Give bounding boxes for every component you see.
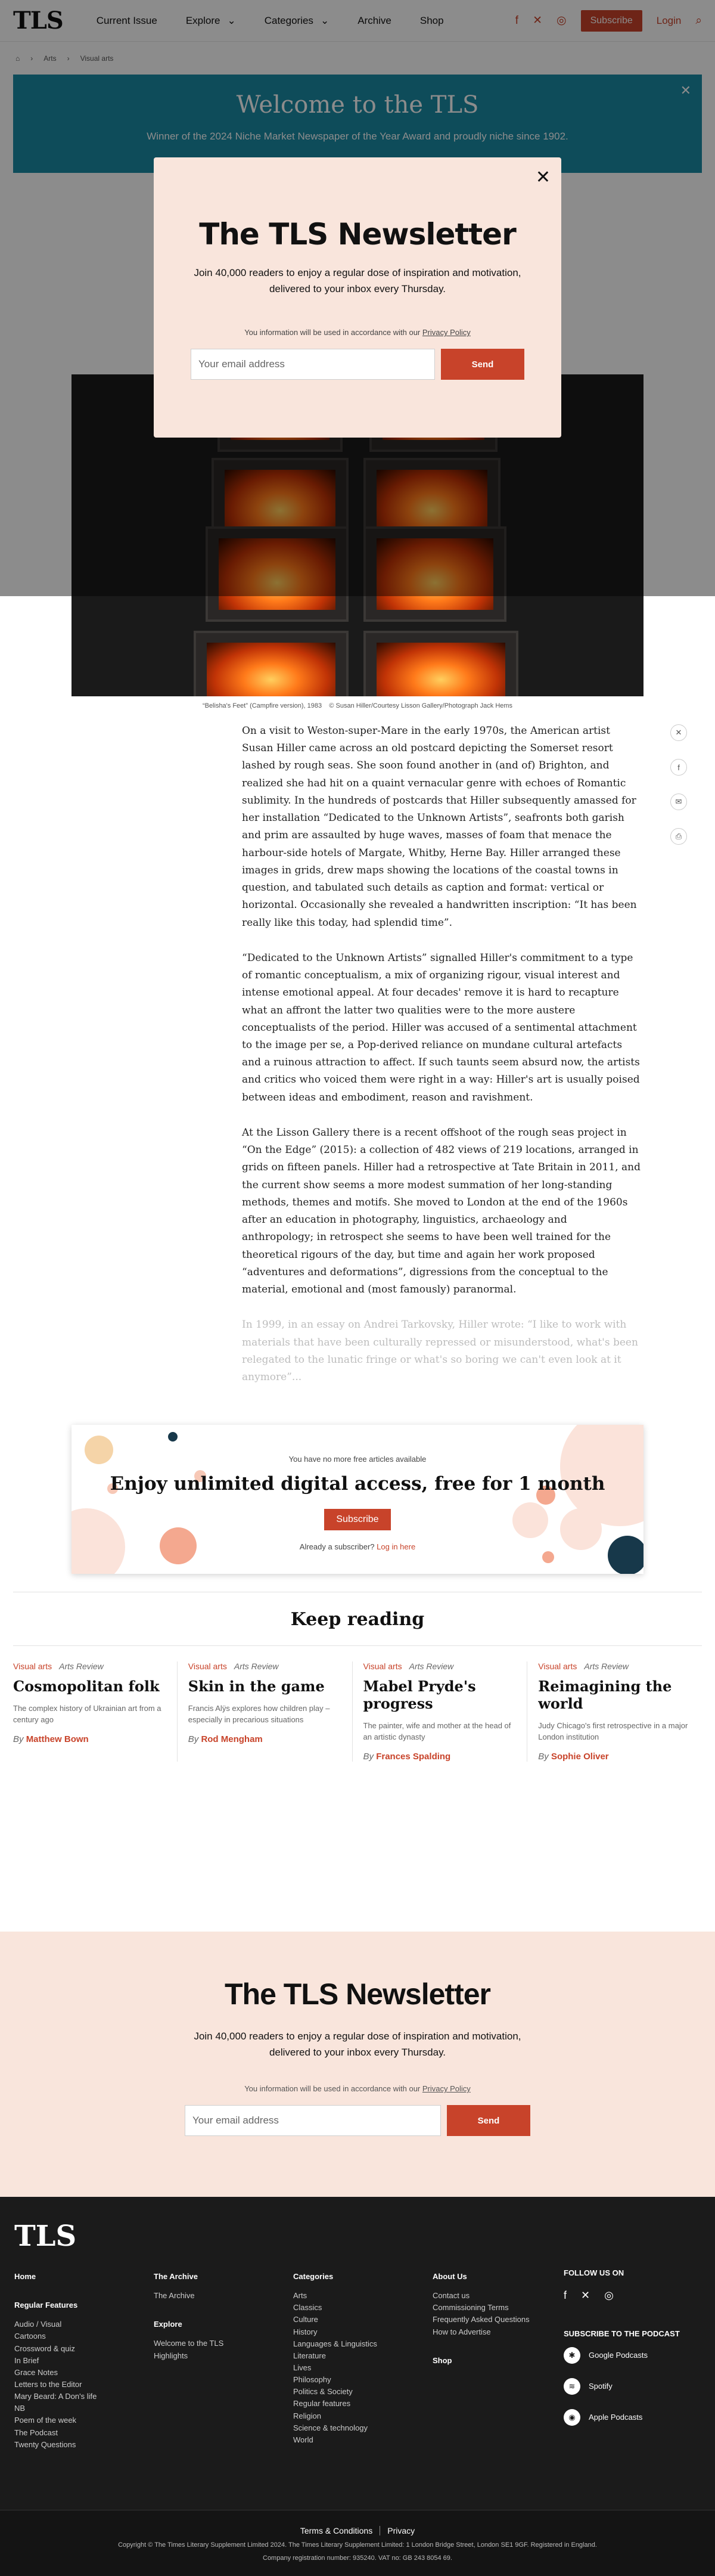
subscribe-button[interactable]: Subscribe <box>581 10 642 32</box>
breadcrumb-separator: › <box>30 54 33 63</box>
breadcrumb-visual-arts[interactable]: Visual arts <box>80 54 114 63</box>
footer-home[interactable]: Home <box>14 2272 36 2281</box>
modal-signup-form <box>154 349 561 380</box>
footer-heading: FOLLOW US ON <box>564 2268 624 2277</box>
paragraph: On a visit to Weston-super-Mare in the early 1970s, the American artist Susan Hiller came across an old postcard depicting the Somerset resort lashed by rough seas. She soon found another in (and of) Brighton, and realized she had hit on a quaint vernacular genre with echoes of Romantic sublimity. In the hundreds of postcards that Hiller subsequently amassed for her installation “Dedicated to the Unknown Artists”, seafronts both garish and prim are assaulted by huge waves, masses of foam that menace the harbour-side hotels of Margate, Whitby, Herne Bay. Hiller arranged these images in grids, drew maps showing the locations of the coastal towns in question, and tabulated such details as caption and format: vertical or horizontal. Occasionally she revealed a handwritten inscription: “It has been really like this today, had splendid time”. <box>242 725 637 929</box>
card-by: By <box>363 1751 374 1762</box>
card-by: By <box>13 1734 24 1744</box>
email-field[interactable]: Your email address <box>185 2105 441 2136</box>
card-type: Arts Review <box>409 1661 454 1671</box>
article-card[interactable] <box>188 1661 353 1762</box>
decor-circle <box>512 1502 548 1538</box>
footer-link[interactable]: Classics <box>293 2303 322 2312</box>
footer-regular-list <box>14 2318 97 2451</box>
card-description: The complex history of Ukrainian art from a century ago <box>13 1703 161 1725</box>
footer-link[interactable]: Letters to the Editor <box>14 2379 82 2389</box>
welcome-text: Winner of the 2024 Niche Market Newspaper of the Year Award and proudly niche since 1902. <box>147 131 568 142</box>
footer-link[interactable]: Contact us <box>433 2291 470 2301</box>
footer-col-about <box>433 2271 530 2374</box>
footer-heading: About Us <box>433 2272 467 2281</box>
footer-link[interactable]: Arts <box>293 2291 307 2301</box>
caption-credit: © Susan Hiller/Courtesy Lisson Gallery/Photograph Jack Hems <box>329 702 513 709</box>
podcast-apple[interactable] <box>564 2409 680 2426</box>
footer-heading: Categories <box>293 2272 334 2281</box>
footer-heading: The Archive <box>154 2272 198 2281</box>
paragraph: At the Lisson Gallery there is a recent offshoot of the rough seas project in “On the Edge” (2015): a collection of 482 views of 219 locations, arranged in grids on fifteen panels. Hiller had a retrospective at Tate Britain in 2011, and the current show seems a more modest summation of her long-standing methods, themes and motifs. She moved to London at the end of the 1960s after an education in photography, linguistics, archaeology and anthropology; in retrospect she seems to have been well trained for the theoretical rigours of the day, but time and again her work proposed “adventures and deformations”, digressions from the conceptual to the material, emotional and (most famously) paranormal. <box>242 1126 641 1296</box>
podcast-label: Apple Podcasts <box>589 2413 643 2422</box>
footer-link[interactable]: Grace Notes <box>14 2367 58 2377</box>
footer-explore-list <box>154 2338 223 2361</box>
decor-circle <box>608 1536 644 1574</box>
instagram-icon[interactable]: ◎ <box>604 2289 614 2302</box>
privacy-policy-link[interactable]: Privacy Policy <box>422 328 471 337</box>
keep-reading-cards <box>13 1645 702 1762</box>
footer-link[interactable]: Welcome to the TLS <box>154 2339 224 2348</box>
footer-link[interactable]: Twenty Questions <box>14 2439 76 2449</box>
copyright-text: Copyright © The Times Literary Supplement Limited 2024. The Times Literary Supplement Limited: 1 London Bridge Street, London SE1 9GF. Registered in England. <box>118 2541 597 2549</box>
card-type: Arts Review <box>234 1661 279 1671</box>
footer-link[interactable]: Mary Beard: A Don's life <box>14 2392 97 2401</box>
card-author[interactable]: Rod Mengham <box>201 1734 263 1744</box>
footer-link[interactable]: Highlights <box>154 2351 188 2360</box>
nav-label: Current Issue <box>96 14 157 26</box>
footer-social <box>564 2287 680 2304</box>
article-card[interactable] <box>13 1661 178 1762</box>
footer-about-list <box>433 2290 530 2338</box>
decor-circle <box>542 1551 554 1563</box>
paywall-login <box>72 1542 644 1551</box>
footer-shop[interactable]: Shop <box>433 2355 452 2365</box>
card-by: By <box>188 1734 199 1744</box>
footer-link[interactable]: Philosophy <box>293 2375 331 2385</box>
paragraph-faded: In 1999, in an essay on Andrei Tarkovsky, Hiller wrote: “I like to work with materials that have been culturally repressed or misunderstood, what's been relegated to the lunatic fringe or what's so boring we can't even look at it anymore”... <box>242 1319 638 1383</box>
apple-podcasts-icon: ◉ <box>564 2409 580 2426</box>
login-link[interactable]: Log in here <box>377 1542 416 1551</box>
footer-link[interactable]: The Archive <box>154 2291 195 2301</box>
privacy-policy-link[interactable]: Privacy Policy <box>422 2084 471 2094</box>
footer-link[interactable]: Lives <box>293 2363 312 2372</box>
card-title[interactable]: Cosmopolitan folk <box>13 1678 160 1695</box>
footer-link[interactable]: The Podcast <box>14 2428 58 2437</box>
footer-link[interactable]: Science & technology <box>293 2423 368 2432</box>
podcast-google[interactable] <box>564 2347 680 2364</box>
podcast-label: Spotify <box>589 2382 613 2391</box>
podcast-label: Google Podcasts <box>589 2351 648 2360</box>
footer-link[interactable]: Politics & Society <box>293 2387 353 2397</box>
home-icon[interactable]: ⌂ <box>15 54 20 63</box>
facebook-icon[interactable]: f <box>564 2289 567 2302</box>
modal-title: The TLS Newsletter <box>199 217 516 252</box>
paywall-box <box>72 1425 644 1574</box>
login-link[interactable]: Login <box>656 14 682 26</box>
company-text: Company registration number: 935240. VAT no: GB 243 8054 69. <box>263 2555 452 2562</box>
footer-col-categories <box>293 2271 377 2446</box>
modal-privacy-note <box>154 328 561 337</box>
privacy-link[interactable]: Privacy <box>380 2526 422 2535</box>
card-title[interactable]: Mabel Pryde's progress <box>363 1678 476 1712</box>
x-icon[interactable]: ✕ <box>533 14 542 27</box>
facebook-icon[interactable]: f <box>670 759 687 776</box>
card-category[interactable]: Visual arts <box>13 1661 52 1671</box>
footer-link[interactable]: History <box>293 2327 318 2336</box>
keep-reading-title: Keep reading <box>290 1609 425 1630</box>
caption-title: “Belisha's Feet” (Campfire version), 1983 <box>202 702 322 709</box>
keep-reading-section <box>13 1592 702 1762</box>
privacy-note-text: You information will be used in accordance with our <box>244 328 422 337</box>
email-icon[interactable]: ✉ <box>670 793 687 810</box>
close-icon[interactable]: ✕ <box>535 168 551 187</box>
x-icon[interactable]: ✕ <box>670 724 687 741</box>
article-card[interactable] <box>538 1661 702 1762</box>
newsletter-signup-form <box>0 2105 715 2136</box>
card-description: Francis Alÿs explores how children play – especially in precarious situations <box>188 1703 330 1725</box>
share-bar <box>670 724 688 845</box>
footer-archive-list <box>154 2290 223 2302</box>
footer-link[interactable]: How to Advertise <box>433 2327 491 2336</box>
footer-logo[interactable]: TLS <box>14 2219 77 2253</box>
print-icon[interactable]: ⎙ <box>670 828 687 845</box>
paywall-subscribe-button[interactable]: Subscribe <box>324 1509 390 1530</box>
footer-link[interactable]: Languages & Linguistics <box>293 2339 377 2348</box>
card-by: By <box>538 1751 549 1762</box>
footer-link[interactable]: Crossword & quiz <box>14 2343 75 2353</box>
email-field[interactable]: Your email address <box>191 349 435 380</box>
already-subscriber-text: Already a subscriber? <box>299 1542 375 1551</box>
google-podcasts-icon: ✱ <box>564 2347 580 2364</box>
footer-link[interactable]: Culture <box>293 2315 318 2324</box>
privacy-note-text: You information will be used in accordance with our <box>244 2084 422 2094</box>
article-card[interactable] <box>363 1661 528 1762</box>
card-type: Arts Review <box>59 1661 104 1671</box>
decor-circle <box>168 1432 178 1442</box>
nav-label: Shop <box>419 14 444 26</box>
search-icon[interactable]: ⌕ <box>695 14 702 27</box>
nav-label: Archive <box>358 14 391 26</box>
card-category[interactable]: Visual arts <box>538 1661 577 1671</box>
card-description: The painter, wife and mother at the head of an artistic dynasty <box>363 1721 511 1742</box>
newsletter-section <box>0 1932 715 2197</box>
chevron-down-icon: ⌄ <box>320 14 329 26</box>
footer-link[interactable]: Poem of the week <box>14 2416 77 2425</box>
breadcrumb-arts[interactable]: Arts <box>43 54 57 63</box>
instagram-icon[interactable]: ◎ <box>557 14 567 27</box>
nav-label: Categories <box>264 14 313 26</box>
send-button[interactable]: Send <box>447 2105 530 2136</box>
footer-categories-list <box>293 2290 377 2446</box>
card-author[interactable]: Frances Spalding <box>376 1751 451 1762</box>
paywall-note: You have no more free articles available <box>288 1455 427 1464</box>
newsletter-title: The TLS Newsletter <box>225 1977 490 2011</box>
facebook-icon[interactable]: f <box>515 14 519 27</box>
footer-link[interactable]: Cartoons <box>14 2332 46 2341</box>
nav-label: Explore <box>185 14 220 26</box>
card-author[interactable]: Sophie Oliver <box>551 1751 609 1762</box>
card-type: Arts Review <box>584 1661 629 1671</box>
footer-col-home <box>14 2271 97 2451</box>
newsletter-privacy-note <box>0 2084 715 2093</box>
x-icon[interactable]: ✕ <box>581 2289 590 2302</box>
footer-heading: Explore <box>154 2320 182 2329</box>
card-title[interactable]: Reimagining the world <box>538 1678 672 1712</box>
footer-link[interactable]: In Brief <box>14 2355 39 2365</box>
paywall-title: Enjoy unlimited digital access, free for 1 month <box>110 1473 605 1495</box>
breadcrumb-separator: › <box>67 54 70 63</box>
paragraph: “Dedicated to the Unknown Artists” signalled Hiller's commitment to a type of romantic conceptualism, a mix of organizing rigour, visual interest and intense emotional appeal. At four decades' remove it is hard to recapture what an affront the latter two qualities were to the more austere conceptualists of the period. Hiller was accused of a sentimental attachment to the image per se, a Pop-derived reliance on mundane cultural artefacts and a ruinous attraction to affect. If such taunts seem absurd now, the artists and critics who voiced them were right in a way: Hiller's art is usually poised between ideas and embodiment, reason and ravishment. <box>242 951 640 1103</box>
modal-lead: Join 40,000 readers to enjoy a regular dose of inspiration and motivation, delivered to your inbox every Thursday. <box>194 267 521 295</box>
footer-col-archive <box>154 2271 223 2362</box>
send-button[interactable]: Send <box>441 349 524 380</box>
site-footer <box>0 2197 715 2576</box>
footer-bottom <box>0 2510 715 2576</box>
article-body <box>242 723 641 1404</box>
newsletter-lead: Join 40,000 readers to enjoy a regular dose of inspiration and motivation, delivered to your inbox every Thursday. <box>194 2031 521 2059</box>
hero-caption <box>72 702 644 709</box>
spotify-icon: ≋ <box>564 2378 580 2395</box>
footer-link[interactable]: Frequently Asked Questions <box>433 2315 530 2324</box>
welcome-title: Welcome to the TLS <box>236 91 479 119</box>
footer-col-follow <box>564 2267 680 2440</box>
tls-logo[interactable]: TLS <box>13 7 63 35</box>
footer-link[interactable]: NB <box>14 2404 26 2413</box>
card-category[interactable]: Visual arts <box>363 1661 402 1671</box>
chevron-down-icon: ⌄ <box>227 14 236 26</box>
decor-circle <box>72 1508 125 1574</box>
footer-heading: Regular Features <box>14 2301 78 2310</box>
card-author[interactable]: Matthew Bown <box>26 1734 89 1744</box>
footer-link[interactable]: Religion <box>293 2411 321 2420</box>
footer-link[interactable]: Commissioning Terms <box>433 2303 509 2312</box>
footer-link[interactable]: Audio / Visual <box>14 2320 62 2329</box>
footer-link[interactable]: World <box>293 2435 313 2444</box>
footer-link[interactable]: Regular features <box>293 2399 351 2408</box>
newsletter-modal <box>154 157 561 438</box>
card-title[interactable]: Skin in the game <box>188 1678 325 1695</box>
footer-heading: SUBSCRIBE TO THE PODCAST <box>564 2329 680 2339</box>
footer-link[interactable]: Literature <box>293 2351 326 2360</box>
card-category[interactable]: Visual arts <box>188 1661 227 1671</box>
podcast-spotify[interactable] <box>564 2378 680 2395</box>
close-icon[interactable]: ✕ <box>680 83 691 98</box>
card-description: Judy Chicago's first retrospective in a major London institution <box>538 1721 688 1742</box>
terms-link[interactable]: Terms & Conditions <box>300 2526 373 2535</box>
